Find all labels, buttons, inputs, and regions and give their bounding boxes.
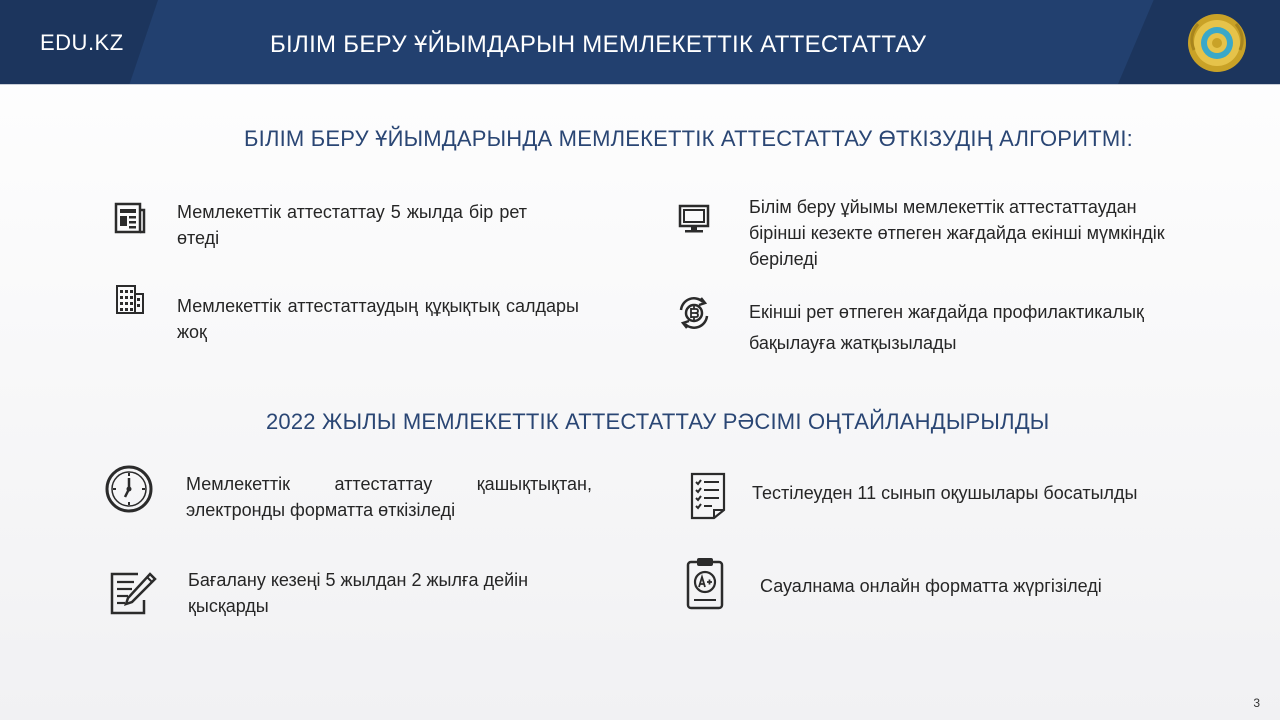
building-icon	[114, 283, 146, 315]
state-emblem-icon	[1186, 12, 1248, 74]
item-text: Мемлекеттік аттестаттау қашықтықтан, электронды форматта өткізіледі	[186, 474, 592, 520]
section-2-title: 2022 ЖЫЛЫ МЕМЛЕКЕТТІК АТТЕСТАТТАУ РӘСІМІ ОҢТАЙЛАНДЫРЫЛДЫ	[266, 409, 1050, 434]
brand-logo-text[interactable]: EDU.KZ	[40, 30, 124, 55]
item-text: Екінші рет өтпеген жағдайда профилактикалық бақылауға жатқызылады	[749, 302, 1144, 353]
clock-icon	[104, 464, 154, 514]
item-text: Білім беру ұйымы мемлекеттік аттестаттаудан бірінші кезекте өтпеген жағдайда екінші мүмкіндік беріледі	[749, 197, 1165, 269]
item-text: Тестілеуден 11 сынып оқушылары босатылды	[752, 483, 1138, 503]
item-text: Мемлекеттік аттестаттаудың құқықтық салдары жоқ	[177, 296, 579, 342]
checklist-icon	[690, 472, 726, 520]
header-bar	[0, 0, 1280, 85]
section-1-title: БІЛІМ БЕРУ ҰЙЫМДАРЫНДА МЕМЛЕКЕТТІК АТТЕСТАТТАУ ӨТКІЗУДІҢ АЛГОРИТМІ:	[244, 126, 1133, 151]
currency-exchange-icon	[677, 296, 711, 330]
item-text: Сауалнама онлайн форматта жүргізіледі	[760, 576, 1102, 596]
grade-clipboard-icon	[686, 556, 724, 610]
newspaper-icon	[113, 201, 147, 235]
edit-document-icon	[108, 568, 158, 618]
page-number: 3	[1253, 696, 1260, 710]
monitor-icon	[678, 203, 710, 235]
item-text: Бағалану кезеңі 5 жылдан 2 жылға дейін қысқарды	[188, 570, 529, 616]
item-text: Мемлекеттік аттестаттау 5 жылда бір рет өтеді	[177, 202, 527, 248]
page-title: БІЛІМ БЕРУ ҰЙЫМДАРЫН МЕМЛЕКЕТТІК АТТЕСТАТТАУ	[270, 31, 927, 58]
